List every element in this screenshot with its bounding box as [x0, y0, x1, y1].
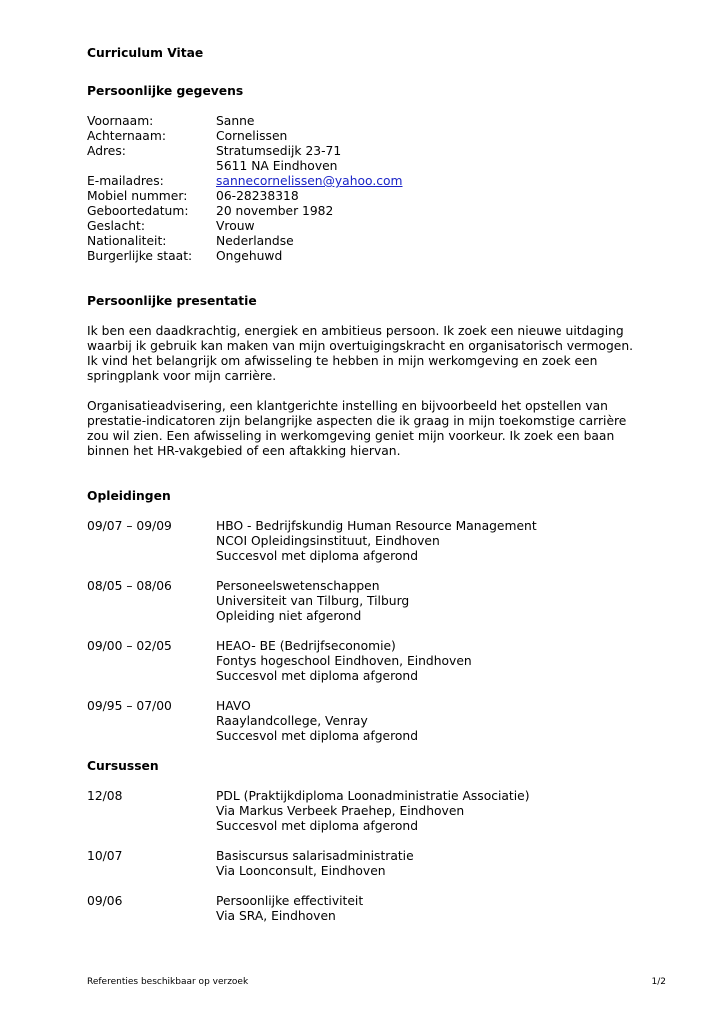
- entry-date: 09/00 – 02/05: [87, 639, 172, 653]
- cv-page: [87, 46, 677, 924]
- detail-value: 20 november 1982: [216, 204, 334, 218]
- entry-line: Raaylandcollege, Venray: [216, 714, 368, 728]
- detail-value: 06-28238318: [216, 189, 299, 203]
- personal-heading: Persoonlijke gegevens: [87, 84, 244, 98]
- detail-row-nationality: [87, 234, 677, 249]
- page-number: 1/2: [651, 977, 666, 987]
- text-line: Organisatieadvisering, een klantgerichte instelling en bijvoorbeeld het opstellen van: [87, 399, 608, 413]
- detail-value: Cornelissen: [216, 129, 288, 143]
- text-line: zou wil zien. Een afwisseling in werkomgeving geniet mijn voorkeur. Ik zoek een baan: [87, 429, 615, 443]
- detail-label: E-mailadres:: [87, 174, 164, 188]
- detail-label: Burgerlijke staat:: [87, 249, 193, 263]
- entry-line: Opleiding niet afgerond: [216, 609, 362, 623]
- text-line: binnen het HR-vakgebied of een aftakking hiervan.: [87, 444, 401, 458]
- detail-label: Achternaam:: [87, 129, 166, 143]
- text-line: Ik vind het belangrijk om afwisseling te hebben in mijn werkomgeving en zoek een: [87, 354, 598, 368]
- education-entry: [87, 639, 677, 684]
- detail-row-address: [87, 144, 677, 174]
- detail-row-marital-status: [87, 249, 677, 264]
- entry-line: Via Markus Verbeek Praehep, Eindhoven: [216, 804, 465, 818]
- entry-line: HAVO: [216, 699, 251, 713]
- detail-row-gender: [87, 219, 677, 234]
- detail-row-mobile: [87, 189, 677, 204]
- education-entry: [87, 579, 677, 624]
- courses-heading: Cursussen: [87, 759, 159, 773]
- entry-date: 08/05 – 08/06: [87, 579, 172, 593]
- course-entry: [87, 789, 677, 834]
- detail-row-birthdate: [87, 204, 677, 219]
- entry-line: HEAO- BE (Bedrijfseconomie): [216, 639, 396, 653]
- text-line: waarbij ik gebruik kan maken van mijn overtuigingskracht en organisatorisch vermogen.: [87, 339, 634, 353]
- presentation-paragraph-1: [87, 324, 677, 384]
- entry-line: Via SRA, Eindhoven: [216, 909, 336, 923]
- page-footer: [87, 977, 666, 987]
- detail-value: Stratumsedijk 23-71: [216, 144, 342, 158]
- personal-details: [87, 114, 677, 264]
- document-title: Curriculum Vitae: [87, 46, 204, 60]
- detail-value: Sanne: [216, 114, 255, 128]
- entry-line: Succesvol met diploma afgerond: [216, 819, 419, 833]
- entry-date: 09/06: [87, 894, 123, 908]
- entry-line: Succesvol met diploma afgerond: [216, 669, 419, 683]
- entry-line: Basiscursus salarisadministratie: [216, 849, 414, 863]
- entry-line: PDL (Praktijkdiploma Loonadministratie Associatie): [216, 789, 530, 803]
- presentation-paragraph-2: [87, 399, 677, 459]
- education-entry: [87, 519, 677, 564]
- presentation-heading: Persoonlijke presentatie: [87, 294, 257, 308]
- entry-date: 09/07 – 09/09: [87, 519, 172, 533]
- footer-references-note: Referenties beschikbaar op verzoek: [87, 977, 249, 987]
- email-link[interactable]: sannecornelissen@yahoo.com: [216, 174, 403, 188]
- detail-value: Vrouw: [216, 219, 255, 233]
- detail-value: Ongehuwd: [216, 249, 283, 263]
- entry-date: 09/95 – 07/00: [87, 699, 172, 713]
- text-line: springplank voor mijn carrière.: [87, 369, 277, 383]
- detail-label: Mobiel nummer:: [87, 189, 188, 203]
- education-heading: Opleidingen: [87, 489, 171, 503]
- detail-value: 5611 NA Eindhoven: [216, 159, 338, 173]
- detail-value: Nederlandse: [216, 234, 294, 248]
- text-line: prestatie-indicatoren zijn belangrijke aspecten die ik graag in mijn toekomstige carrière: [87, 414, 627, 428]
- entry-line: Succesvol met diploma afgerond: [216, 729, 419, 743]
- detail-row-email: [87, 174, 677, 189]
- entry-date: 12/08: [87, 789, 123, 803]
- entry-line: NCOI Opleidingsinstituut, Eindhoven: [216, 534, 440, 548]
- detail-label: Nationaliteit:: [87, 234, 167, 248]
- entry-line: Fontys hogeschool Eindhoven, Eindhoven: [216, 654, 472, 668]
- detail-label: Geslacht:: [87, 219, 145, 233]
- entry-line: Via Loonconsult, Eindhoven: [216, 864, 386, 878]
- course-entry: [87, 849, 677, 879]
- detail-label: Adres:: [87, 144, 126, 158]
- detail-label: Geboortedatum:: [87, 204, 189, 218]
- entry-line: Persoonlijke effectiviteit: [216, 894, 364, 908]
- entry-line: Succesvol met diploma afgerond: [216, 549, 419, 563]
- entry-line: Universiteit van Tilburg, Tilburg: [216, 594, 410, 608]
- detail-row-lastname: [87, 129, 677, 144]
- text-line: Ik ben een daadkrachtig, energiek en ambitieus persoon. Ik zoek een nieuwe uitdaging: [87, 324, 624, 338]
- detail-label: Voornaam:: [87, 114, 154, 128]
- detail-row-firstname: [87, 114, 677, 129]
- entry-line: Personeelswetenschappen: [216, 579, 380, 593]
- entry-date: 10/07: [87, 849, 123, 863]
- education-entry: [87, 699, 677, 744]
- course-entry: [87, 894, 677, 924]
- entry-line: HBO - Bedrijfskundig Human Resource Management: [216, 519, 537, 533]
